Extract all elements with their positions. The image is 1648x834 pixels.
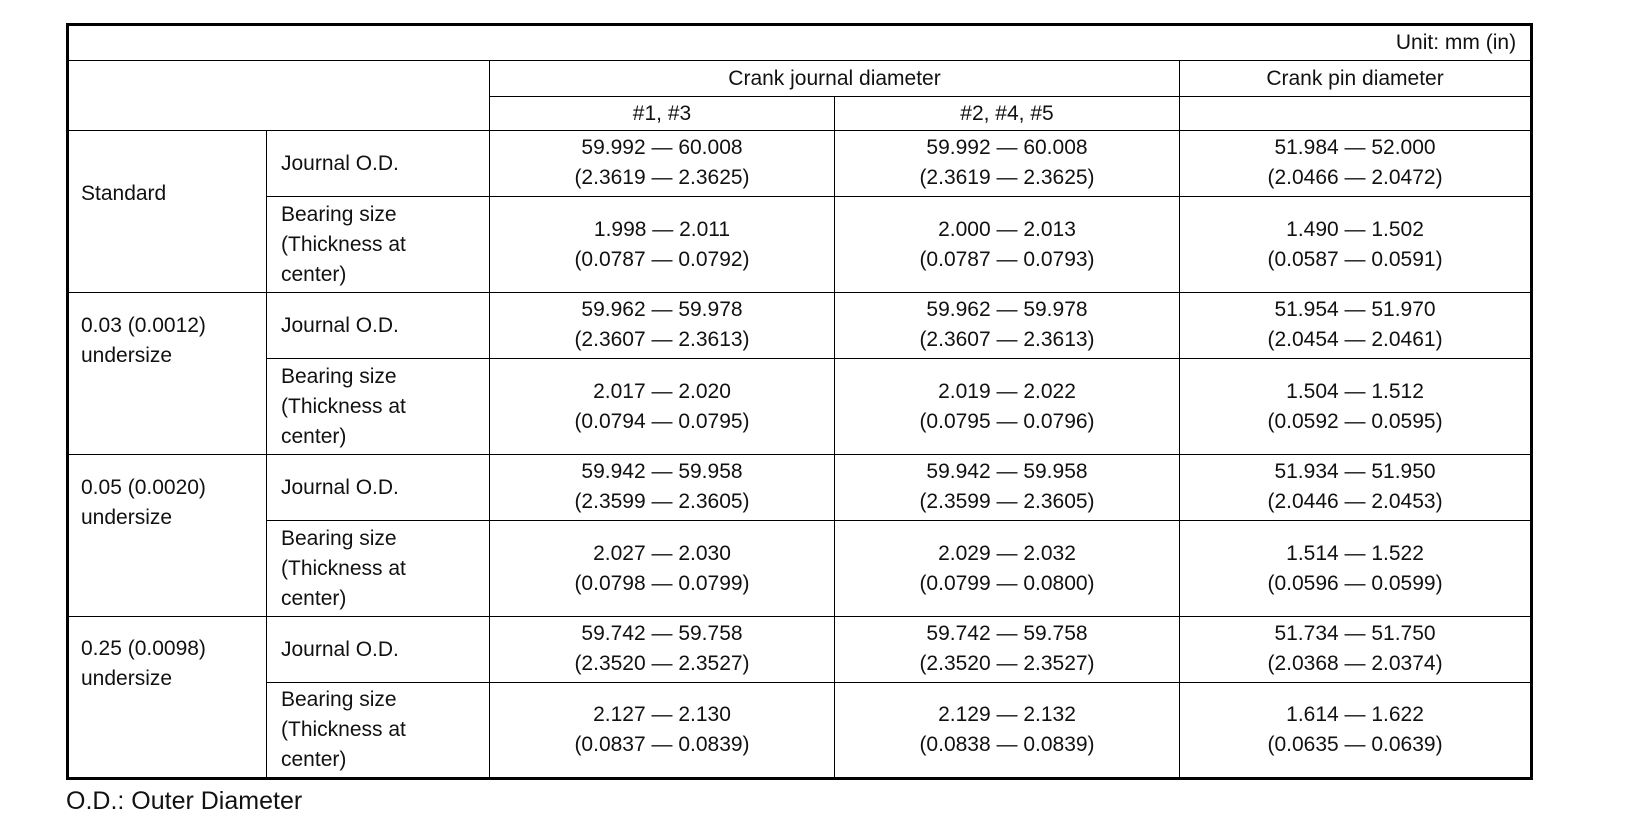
value-cell [1180, 131, 1532, 197]
value-mm: 2.017 — 2.020 [593, 379, 731, 403]
corner-cell [68, 61, 490, 131]
value-cell [490, 293, 835, 359]
value-in: (2.3599 — 2.3605) [574, 490, 750, 513]
value-mm: 1.490 — 1.502 [1286, 217, 1424, 241]
value-cell [835, 617, 1180, 683]
value-cell [1180, 455, 1532, 521]
table-row [68, 617, 1532, 683]
value-in: (2.3607 — 2.3613) [919, 328, 1095, 351]
value-mm: 1.504 — 1.512 [1286, 379, 1424, 403]
value-in: (2.0446 — 2.0453) [1267, 490, 1443, 513]
value-cell [835, 455, 1180, 521]
value-cell [490, 197, 835, 293]
group-label [68, 455, 267, 617]
value-mm: 1.514 — 1.522 [1286, 541, 1424, 565]
value-cell [1180, 293, 1532, 359]
value-in: (0.0587 — 0.0591) [1267, 247, 1443, 271]
row-label-line: (Thickness at [281, 718, 406, 741]
value-in: (2.3520 — 2.3527) [574, 652, 750, 675]
value-cell [835, 197, 1180, 293]
value-mm: 59.942 — 59.958 [926, 460, 1088, 483]
crank-journal-header: Crank journal diameter [490, 61, 1180, 97]
bearing-size-label [267, 197, 490, 293]
journal-od-label [267, 131, 490, 197]
value-mm: 59.742 — 59.758 [926, 622, 1088, 645]
crank-pin-header: Crank pin diameter [1180, 61, 1532, 97]
value-in: (2.3619 — 2.3625) [919, 166, 1095, 189]
group-label [68, 293, 267, 455]
row-label-line: Journal O.D. [281, 637, 399, 661]
value-mm: 59.962 — 59.978 [926, 298, 1088, 321]
value-in: (0.0635 — 0.0639) [1267, 733, 1443, 756]
table-row [68, 131, 1532, 197]
group-label-line: 0.05 (0.0020) [81, 475, 206, 499]
journal-od-label [267, 617, 490, 683]
value-cell [490, 683, 835, 779]
value-mm: 59.962 — 59.978 [581, 298, 743, 321]
table-row [68, 197, 1532, 293]
bearing-size-label [267, 359, 490, 455]
value-mm: 2.019 — 2.022 [938, 379, 1076, 403]
value-in: (2.0454 — 2.0461) [1267, 328, 1443, 351]
group-label-line: undersize [81, 505, 173, 529]
journal-sub-header-2: #2, #4, #5 [835, 97, 1180, 131]
value-in: (2.0466 — 2.0472) [1267, 166, 1443, 189]
table-row [68, 359, 1532, 455]
value-mm: 2.000 — 2.013 [938, 217, 1076, 241]
value-cell [1180, 359, 1532, 455]
pin-sub-header-blank [1180, 97, 1532, 131]
row-label-line: (Thickness at [281, 394, 406, 418]
row-label-line: Bearing size [281, 526, 397, 550]
value-in: (0.0798 — 0.0799) [574, 571, 750, 595]
value-cell [835, 359, 1180, 455]
bearing-size-label [267, 683, 490, 779]
row-label-line: (Thickness at [281, 232, 406, 256]
row-label-line: center) [281, 424, 347, 448]
value-mm: 2.127 — 2.130 [593, 703, 731, 726]
table-row [68, 521, 1532, 617]
table-row [68, 455, 1532, 521]
value-cell [835, 131, 1180, 197]
value-mm: 51.734 — 51.750 [1274, 622, 1436, 645]
value-cell [1180, 617, 1532, 683]
unit-label: Unit: mm (in) [68, 25, 1532, 61]
value-cell [490, 131, 835, 197]
value-in: (0.0795 — 0.0796) [919, 409, 1095, 433]
value-in: (0.0787 — 0.0792) [574, 247, 750, 271]
value-mm: 1.614 — 1.622 [1286, 703, 1424, 726]
value-cell [490, 617, 835, 683]
value-cell [1180, 521, 1532, 617]
group-label-line: 0.03 (0.0012) [81, 313, 206, 337]
value-in: (0.0838 — 0.0839) [919, 733, 1095, 756]
row-label-line: center) [281, 748, 347, 771]
value-mm: 59.742 — 59.758 [581, 622, 743, 645]
value-cell [1180, 197, 1532, 293]
value-in: (0.0596 — 0.0599) [1267, 571, 1443, 595]
value-in: (2.0368 — 2.0374) [1267, 652, 1443, 675]
value-mm: 51.984 — 52.000 [1274, 136, 1436, 159]
row-label-line: Bearing size [281, 688, 397, 711]
bearing-size-label [267, 521, 490, 617]
value-in: (0.0837 — 0.0839) [574, 733, 750, 756]
group-label-line: undersize [81, 667, 173, 690]
value-mm: 1.998 — 2.011 [593, 217, 731, 241]
value-in: (2.3619 — 2.3625) [574, 166, 750, 189]
value-in: (0.0794 — 0.0795) [574, 409, 750, 433]
table-row [68, 293, 1532, 359]
value-cell [1180, 683, 1532, 779]
header-row [68, 61, 1532, 97]
value-cell [490, 455, 835, 521]
value-mm: 51.934 — 51.950 [1274, 460, 1436, 483]
value-in: (0.0787 — 0.0793) [919, 247, 1095, 271]
row-label-line: Journal O.D. [281, 151, 399, 175]
unit-row [68, 25, 1532, 61]
value-in: (0.0592 — 0.0595) [1267, 409, 1443, 433]
value-cell [835, 293, 1180, 359]
value-in: (2.3607 — 2.3613) [574, 328, 750, 351]
value-cell [490, 521, 835, 617]
value-in: (0.0799 — 0.0800) [919, 571, 1095, 595]
group-label-line: 0.25 (0.0098) [81, 637, 206, 660]
table-row [68, 683, 1532, 779]
row-label-line: (Thickness at [281, 556, 406, 580]
journal-od-label [267, 293, 490, 359]
value-cell [835, 521, 1180, 617]
value-mm: 2.129 — 2.132 [938, 703, 1076, 726]
group-label [68, 617, 267, 779]
journal-sub-header-1: #1, #3 [490, 97, 835, 131]
footnote: O.D.: Outer Diameter [66, 787, 303, 815]
row-label-line: Journal O.D. [281, 313, 399, 337]
row-label-line: Bearing size [281, 364, 397, 388]
value-mm: 59.992 — 60.008 [581, 136, 743, 159]
group-label-line: undersize [81, 343, 173, 367]
journal-od-label [267, 455, 490, 521]
value-mm: 2.029 — 2.032 [938, 541, 1076, 565]
value-mm: 51.954 — 51.970 [1274, 298, 1436, 321]
value-cell [490, 359, 835, 455]
value-in: (2.3599 — 2.3605) [919, 490, 1095, 513]
value-mm: 59.942 — 59.958 [581, 460, 743, 483]
group-label [68, 131, 267, 293]
row-label-line: center) [281, 586, 347, 610]
row-label-line: center) [281, 262, 347, 286]
value-in: (2.3520 — 2.3527) [919, 652, 1095, 675]
value-mm: 59.992 — 60.008 [926, 136, 1088, 159]
value-cell [835, 683, 1180, 779]
crank-spec-table [66, 23, 1533, 780]
row-label-line: Journal O.D. [281, 475, 399, 499]
group-label-line: Standard [81, 181, 167, 205]
value-mm: 2.027 — 2.030 [593, 541, 731, 565]
row-label-line: Bearing size [281, 202, 397, 226]
